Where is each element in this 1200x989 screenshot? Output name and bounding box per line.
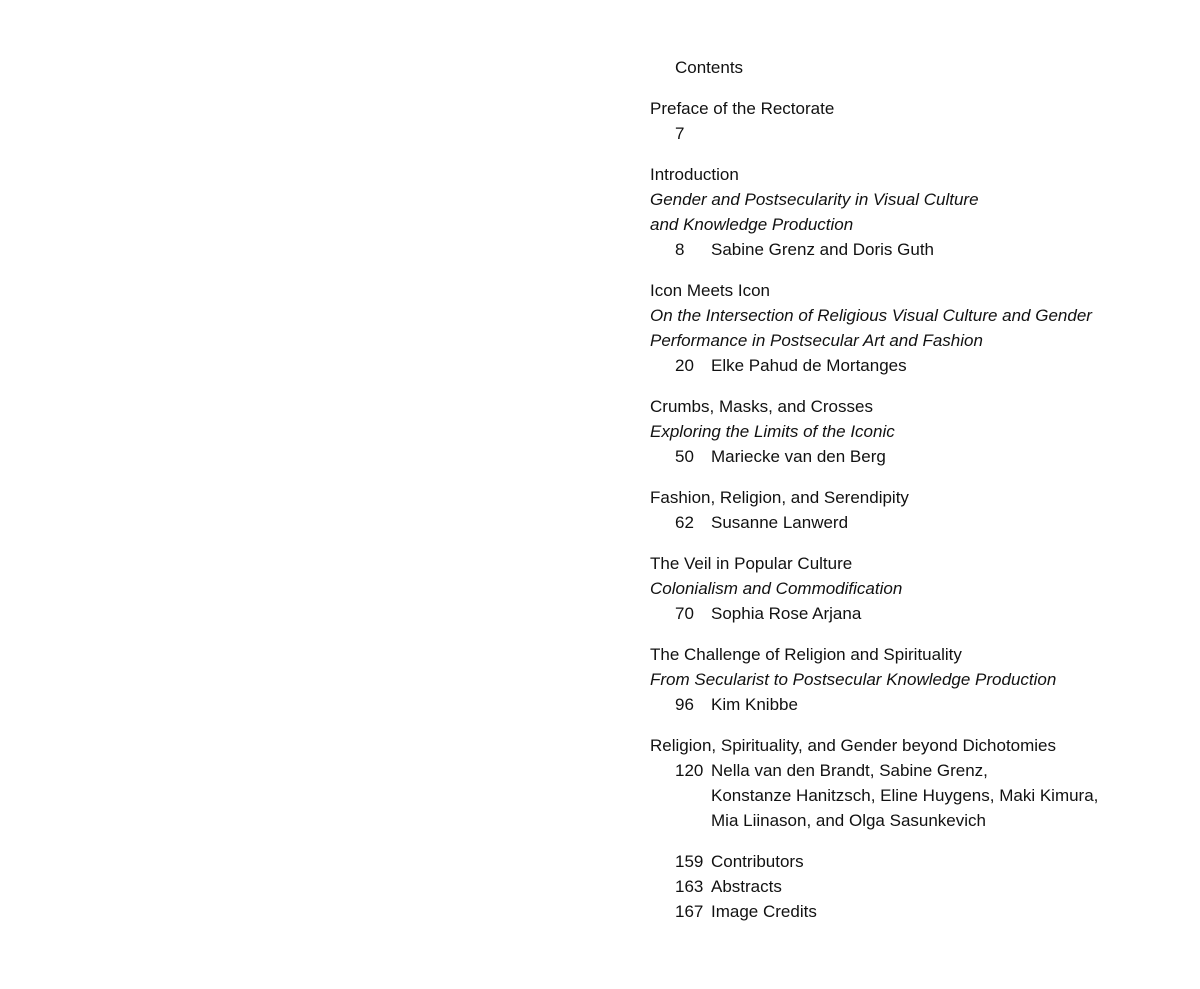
entry-subtitle: Colonialism and Commodification — [650, 579, 903, 598]
backmatter-item — [650, 899, 1170, 924]
entry-author: Mariecke van den Berg — [711, 447, 886, 466]
toc-entry-crumbs — [650, 394, 1170, 469]
entry-author: Nella van den Brandt, Sabine Grenz, — [711, 761, 988, 780]
entry-page: 96 — [675, 695, 694, 714]
toc-entry-icon-meets-icon — [650, 278, 1170, 378]
entry-page: 7 — [675, 124, 685, 143]
entry-subtitle: Gender and Postsecularity in Visual Culture — [650, 190, 979, 209]
backmatter-label: Contributors — [711, 852, 804, 871]
entry-page: 159 — [675, 852, 704, 871]
entry-author: Konstanze Hanitzsch, Eline Huygens, Maki Kimura, — [711, 786, 1099, 805]
toc-entry-fashion — [650, 485, 1170, 535]
entry-title: The Challenge of Religion and Spirituality — [650, 645, 962, 664]
entry-title: Fashion, Religion, and Serendipity — [650, 488, 909, 507]
entry-page: 120 — [675, 761, 704, 780]
entry-page: 163 — [675, 877, 704, 896]
entry-subtitle: Performance in Postsecular Art and Fashion — [650, 331, 983, 350]
entry-page: 70 — [675, 604, 694, 623]
toc-entry-dichotomies — [650, 733, 1170, 833]
entry-title: The Veil in Popular Culture — [650, 554, 853, 573]
entry-title: Crumbs, Masks, and Crosses — [650, 397, 873, 416]
contents-heading: Contents — [675, 58, 744, 77]
entry-author: Sabine Grenz and Doris Guth — [711, 240, 935, 259]
toc-entry-challenge — [650, 642, 1170, 717]
entry-subtitle: Exploring the Limits of the Iconic — [650, 422, 895, 441]
entry-subtitle: and Knowledge Production — [650, 215, 854, 234]
entry-subtitle: From Secularist to Postsecular Knowledge Production — [650, 670, 1057, 689]
backmatter-item — [650, 874, 1170, 899]
entry-title: Religion, Spirituality, and Gender beyond Dichotomies — [650, 736, 1057, 755]
toc-entry-introduction — [650, 162, 1170, 262]
toc-entry-veil — [650, 551, 1170, 626]
backmatter-item — [650, 849, 1170, 874]
entry-author: Susanne Lanwerd — [711, 513, 849, 532]
entry-authors — [711, 758, 1098, 833]
entry-author: Elke Pahud de Mortanges — [711, 356, 907, 375]
entry-author: Kim Knibbe — [711, 695, 798, 714]
entry-title: Preface of the Rectorate — [650, 99, 835, 118]
table-of-contents — [650, 55, 1170, 924]
entry-author: Sophia Rose Arjana — [711, 604, 862, 623]
backmatter-label: Image Credits — [711, 902, 817, 921]
entry-page: 20 — [675, 356, 694, 375]
entry-page: 8 — [675, 240, 685, 259]
entry-page: 50 — [675, 447, 694, 466]
toc-entry-preface — [650, 96, 1170, 146]
entry-title: Icon Meets Icon — [650, 281, 771, 300]
backmatter-list — [650, 849, 1170, 924]
entry-page: 167 — [675, 902, 704, 921]
entry-page: 62 — [675, 513, 694, 532]
backmatter-label: Abstracts — [711, 877, 782, 896]
entry-subtitle: On the Intersection of Religious Visual Culture and Gender — [650, 306, 1092, 325]
entry-author: Mia Liinason, and Olga Sasunkevich — [711, 811, 986, 830]
entry-title: Introduction — [650, 165, 739, 184]
